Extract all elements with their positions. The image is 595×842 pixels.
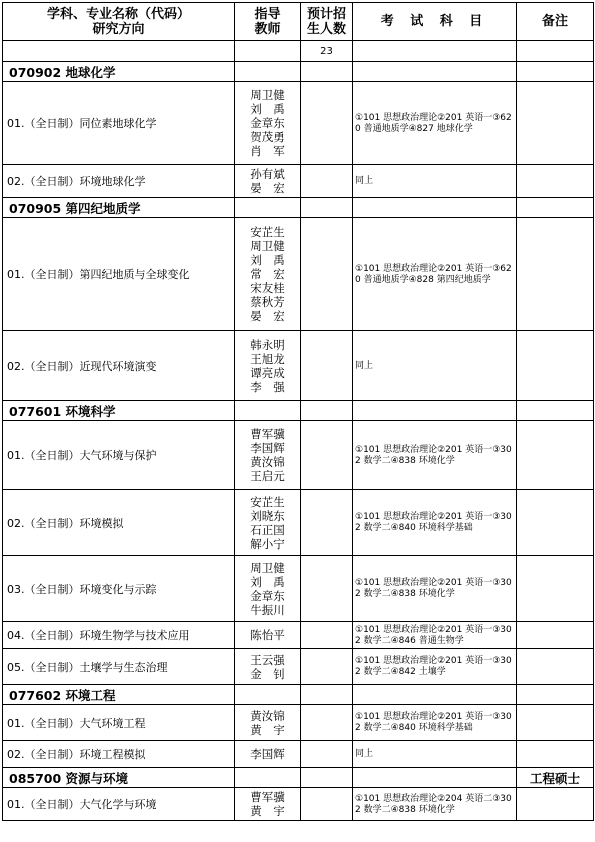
- tutor-name: 曹军骥: [250, 427, 285, 441]
- enrollment-cell: [301, 622, 353, 649]
- tutor-name: 黄 宇: [250, 804, 285, 818]
- enrollment-cell: [301, 421, 353, 490]
- tutor-list: [235, 82, 301, 165]
- tutor-name: 宋友桂: [250, 281, 285, 295]
- tutor-name: 周卫健: [250, 88, 285, 102]
- tutor-name: 刘 禹: [250, 574, 285, 589]
- tutor-name: 王启元: [250, 469, 285, 483]
- research-direction: 03.（全日制）环境变化与示踪: [3, 556, 235, 622]
- direction-row: [3, 622, 594, 649]
- exam-subjects: 同上: [353, 331, 517, 401]
- tutor-list: [235, 218, 301, 331]
- tutor-list: [235, 331, 301, 401]
- enrollment-cell: [301, 556, 353, 622]
- section-row: [3, 768, 594, 788]
- tutor-name: 陈怡平: [250, 628, 285, 642]
- tutor-name: 金章东: [250, 588, 285, 603]
- section-note: [517, 685, 594, 705]
- section-row: [3, 401, 594, 421]
- tutor-name: 晏 宏: [250, 309, 285, 323]
- remarks-cell: [517, 218, 594, 331]
- research-direction: 01.（全日制）大气化学与环境: [3, 788, 235, 821]
- tutor-name: 安芷生: [250, 225, 285, 239]
- remarks-cell: [517, 331, 594, 401]
- research-direction: 01.（全日制）大气环境工程: [3, 705, 235, 741]
- section-note: [517, 198, 594, 218]
- tutor-list: [235, 622, 301, 649]
- remarks-cell: [517, 82, 594, 165]
- tutor-list: [235, 788, 301, 821]
- header-exam-subjects: 考 试 科 目: [353, 3, 517, 41]
- tutor-name: 黄 宇: [250, 722, 285, 737]
- exam-subjects: ①101 思想政治理论②204 英语二③302 数学二④838 环境化学: [353, 788, 517, 821]
- section-title: 070905 第四纪地质学: [3, 198, 235, 218]
- tutor-name: 蔡秋芳: [250, 295, 285, 309]
- research-direction: 02.（全日制）环境工程模拟: [3, 741, 235, 768]
- research-direction: 04.（全日制）环境生物学与技术应用: [3, 622, 235, 649]
- tutor-name: 周卫健: [250, 560, 285, 575]
- section-row: [3, 685, 594, 705]
- tutor-name: 贺茂勇: [250, 130, 285, 144]
- tutor-name: 解小宁: [250, 536, 285, 551]
- total-enrollment: 23: [301, 41, 353, 62]
- exam-subjects: 同上: [353, 165, 517, 198]
- section-title: 077601 环境科学: [3, 401, 235, 421]
- research-direction: 05.（全日制）土壤学与生态治理: [3, 649, 235, 685]
- exam-subjects: 同上: [353, 741, 517, 768]
- admissions-table: [2, 2, 594, 821]
- tutor-name: 谭亮成: [250, 365, 285, 380]
- direction-row: [3, 788, 594, 821]
- tutor-name: 周卫健: [250, 239, 285, 253]
- research-direction: 01.（全日制）同位素地球化学: [3, 82, 235, 165]
- section-note: [517, 401, 594, 421]
- direction-row: [3, 82, 594, 165]
- enrollment-cell: [301, 331, 353, 401]
- direction-row: [3, 421, 594, 490]
- tutor-name: 牛振川: [250, 602, 285, 617]
- remarks-cell: [517, 490, 594, 556]
- tutor-name: 王云强: [250, 652, 285, 667]
- tutor-list: [235, 649, 301, 685]
- direction-row: [3, 331, 594, 401]
- section-title: 077602 环境工程: [3, 685, 235, 705]
- exam-subjects: ①101 思想政治理论②201 英语一③302 数学二④838 环境化学: [353, 556, 517, 622]
- tutor-name: 金 钊: [250, 666, 285, 681]
- direction-row: [3, 556, 594, 622]
- enrollment-cell: [301, 649, 353, 685]
- research-direction: 01.（全日制）第四纪地质与全球变化: [3, 218, 235, 331]
- tutor-name: 曹军骥: [250, 790, 285, 804]
- direction-row: [3, 218, 594, 331]
- direction-row: [3, 741, 594, 768]
- tutor-list: [235, 165, 301, 198]
- tutor-list: [235, 490, 301, 556]
- tutor-name: 李国辉: [250, 747, 285, 761]
- direction-row: [3, 490, 594, 556]
- remarks-cell: [517, 556, 594, 622]
- tutor-name: 韩永明: [250, 337, 285, 352]
- tutor-list: [235, 556, 301, 622]
- exam-subjects: ①101 思想政治理论②201 英语一③620 普通地质学④828 第四纪地质学: [353, 218, 517, 331]
- tutor-list: [235, 705, 301, 741]
- tutor-name: 李 强: [250, 379, 285, 394]
- tutor-name: 黄汝锦: [250, 455, 285, 469]
- enrollment-cell: [301, 788, 353, 821]
- section-note: [517, 62, 594, 82]
- exam-subjects: ①101 思想政治理论②201 英语一③302 数学二④838 环境化学: [353, 421, 517, 490]
- remarks-cell: [517, 741, 594, 768]
- tutor-name: 常 宏: [250, 267, 285, 281]
- tutor-name: 刘晓东: [250, 508, 285, 523]
- exam-subjects: ①101 思想政治理论②201 英语一③620 普通地质学④827 地球化学: [353, 82, 517, 165]
- tutor-list: [235, 421, 301, 490]
- header-row: [3, 3, 594, 41]
- section-row: [3, 62, 594, 82]
- section-title: 070902 地球化学: [3, 62, 235, 82]
- tutor-name: 刘 禹: [250, 253, 285, 267]
- enrollment-cell: [301, 82, 353, 165]
- enrollment-cell: [301, 490, 353, 556]
- section-row: [3, 198, 594, 218]
- tutor-name: 金章东: [250, 116, 285, 130]
- remarks-cell: [517, 165, 594, 198]
- research-direction: 02.（全日制）近现代环境演变: [3, 331, 235, 401]
- enrollment-cell: [301, 741, 353, 768]
- tutor-name: 晏 宏: [250, 181, 285, 195]
- remarks-cell: [517, 622, 594, 649]
- remarks-cell: [517, 788, 594, 821]
- direction-row: [3, 165, 594, 198]
- tutor-name: 孙有斌: [250, 167, 285, 181]
- tutor-name: 黄汝锦: [250, 708, 285, 723]
- tutor-list: [235, 741, 301, 768]
- tutor-name: 李国辉: [250, 441, 285, 455]
- enrollment-cell: [301, 218, 353, 331]
- enrollment-cell: [301, 705, 353, 741]
- tutor-name: 刘 禹: [250, 102, 285, 116]
- tutor-name: 安芷生: [250, 494, 285, 509]
- exam-subjects: ①101 思想政治理论②201 英语一③302 数学二④840 环境科学基础: [353, 490, 517, 556]
- header-remarks: 备注: [517, 3, 594, 41]
- remarks-cell: [517, 421, 594, 490]
- remarks-cell: [517, 705, 594, 741]
- remarks-cell: [517, 649, 594, 685]
- enrollment-cell: [301, 165, 353, 198]
- tutor-name: 王旭龙: [250, 351, 285, 366]
- exam-subjects: ①101 思想政治理论②201 英语一③302 数学二④840 环境科学基础: [353, 705, 517, 741]
- research-direction: 02.（全日制）环境地球化学: [3, 165, 235, 198]
- exam-subjects: ①101 思想政治理论②201 英语一③302 数学二④842 土壤学: [353, 649, 517, 685]
- direction-row: [3, 649, 594, 685]
- header-discipline: 学科、专业名称（代码） 研究方向: [3, 3, 235, 41]
- section-note: 工程硕士: [517, 768, 594, 788]
- direction-row: [3, 705, 594, 741]
- tutor-name: 肖 军: [250, 144, 285, 158]
- section-title: 085700 资源与环境: [3, 768, 235, 788]
- exam-subjects: ①101 思想政治理论②201 英语一③302 数学二④846 普通生物学: [353, 622, 517, 649]
- tutor-name: 石正国: [250, 522, 285, 537]
- research-direction: 01.（全日制）大气环境与保护: [3, 421, 235, 490]
- total-row: [3, 41, 594, 62]
- header-enrollment: 预计招 生人数: [301, 3, 353, 41]
- research-direction: 02.（全日制）环境模拟: [3, 490, 235, 556]
- header-tutor: 指导 教师: [235, 3, 301, 41]
